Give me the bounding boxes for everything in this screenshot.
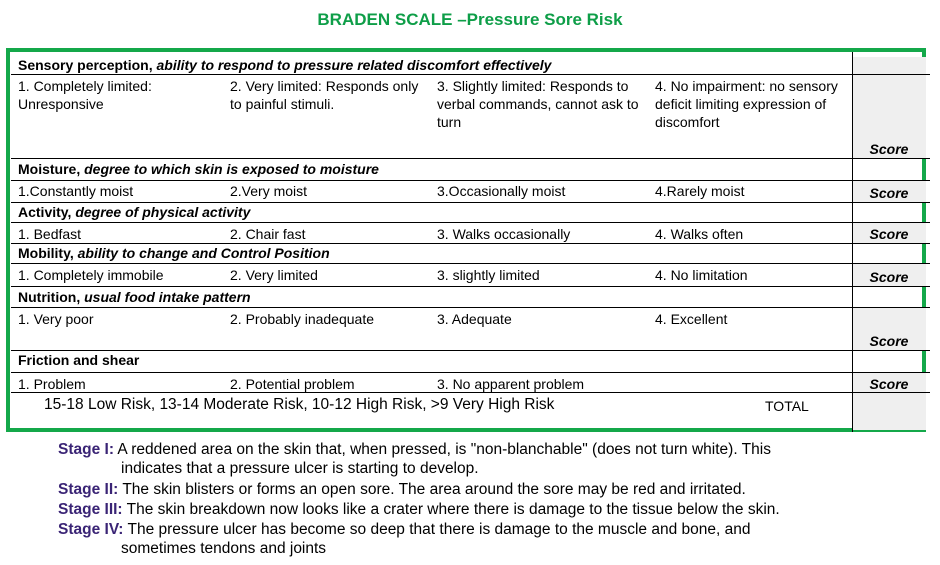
section-heading-activity: Activity, degree of physical activity — [18, 204, 251, 220]
stage-description: Stage IV: The pressure ulcer has become so deep that there is damage to the muscle and bone, and sometimes tendons and joints — [58, 521, 751, 557]
stage-label: Stage III: — [58, 501, 123, 518]
option-sensory-4[interactable]: 4. No impairment: no sensory deficit limiting expression of discomfort — [655, 78, 838, 130]
option-mobility-3[interactable]: 3. slightly limited — [437, 267, 540, 283]
score-header-cell — [852, 57, 926, 75]
section-heading-mobility: Mobility, ability to change and Control Position — [18, 245, 330, 261]
option-sensory-2[interactable]: 2. Very limited: Responds only to painful stimuli. — [230, 78, 419, 112]
option-mobility-4[interactable]: 4. No limitation — [655, 267, 748, 283]
option-nutrition-2[interactable]: 2. Probably inadequate — [230, 311, 374, 327]
section-heading-friction: Friction and shear — [18, 352, 140, 368]
option-nutrition-1[interactable]: 1. Very poor — [18, 311, 94, 327]
option-activity-2[interactable]: 2. Chair fast — [230, 226, 306, 242]
option-activity-3[interactable]: 3. Walks occasionally — [437, 226, 571, 242]
total-label: TOTAL — [765, 398, 809, 414]
option-friction-3[interactable]: 3. No apparent problem — [437, 376, 585, 392]
stage-label: Stage I: — [58, 441, 114, 458]
score-label: Score — [869, 333, 909, 349]
page-title: BRADEN SCALE –Pressure Sore Risk — [317, 10, 623, 29]
option-sensory-1[interactable]: 1. Completely limited: Unresponsive — [18, 78, 152, 112]
option-mobility-1[interactable]: 1. Completely immobile — [18, 267, 164, 283]
option-moisture-1[interactable]: 1.Constantly moist — [18, 183, 134, 199]
score-label: Score — [869, 141, 909, 157]
option-sensory-3[interactable]: 3. Slightly limited: Responds to verbal commands, cannot ask to turn — [437, 78, 639, 130]
option-moisture-3[interactable]: 3.Occasionally moist — [437, 183, 566, 199]
option-friction-1[interactable]: 1. Problem — [18, 376, 86, 392]
total-score-cell[interactable] — [852, 393, 926, 430]
section-heading-sensory: Sensory perception, ability to respond to pressure related discomfort effectively — [18, 57, 552, 73]
stage-label: Stage IV: — [58, 521, 124, 538]
stage-description: Stage I: A reddened area on the skin that, when pressed, is "non-blanchable" (does not turn white). This indicates that a pressure ulcer is starting to develop. — [58, 441, 771, 477]
score-label: Score — [869, 269, 909, 285]
score-label: Score — [869, 185, 909, 201]
option-mobility-2[interactable]: 2. Very limited — [230, 267, 318, 283]
option-activity-4[interactable]: 4. Walks often — [655, 226, 744, 242]
section-heading-moisture: Moisture, degree to which skin is exposed to moisture — [18, 161, 379, 177]
score-label: Score — [869, 226, 909, 242]
stage-label: Stage II: — [58, 481, 119, 498]
risk-legend: 15-18 Low Risk, 13-14 Moderate Risk, 10-12 High Risk, >9 Very High Risk — [44, 396, 555, 413]
option-moisture-4[interactable]: 4.Rarely moist — [655, 183, 745, 199]
option-nutrition-3[interactable]: 3. Adequate — [437, 311, 512, 327]
option-moisture-2[interactable]: 2.Very moist — [230, 183, 308, 199]
stage-description: Stage II: The skin blisters or forms an open sore. The area around the sore may be red and irritated. — [58, 481, 746, 498]
option-friction-2[interactable]: 2. Potential problem — [230, 376, 355, 392]
option-activity-1[interactable]: 1. Bedfast — [18, 226, 82, 242]
stage-description: Stage III: The skin breakdown now looks like a crater where there is damage to the tissue below the skin. — [58, 501, 780, 518]
option-nutrition-4[interactable]: 4. Excellent — [655, 311, 728, 327]
score-label: Score — [869, 376, 909, 392]
section-heading-nutrition: Nutrition, usual food intake pattern — [18, 289, 251, 305]
